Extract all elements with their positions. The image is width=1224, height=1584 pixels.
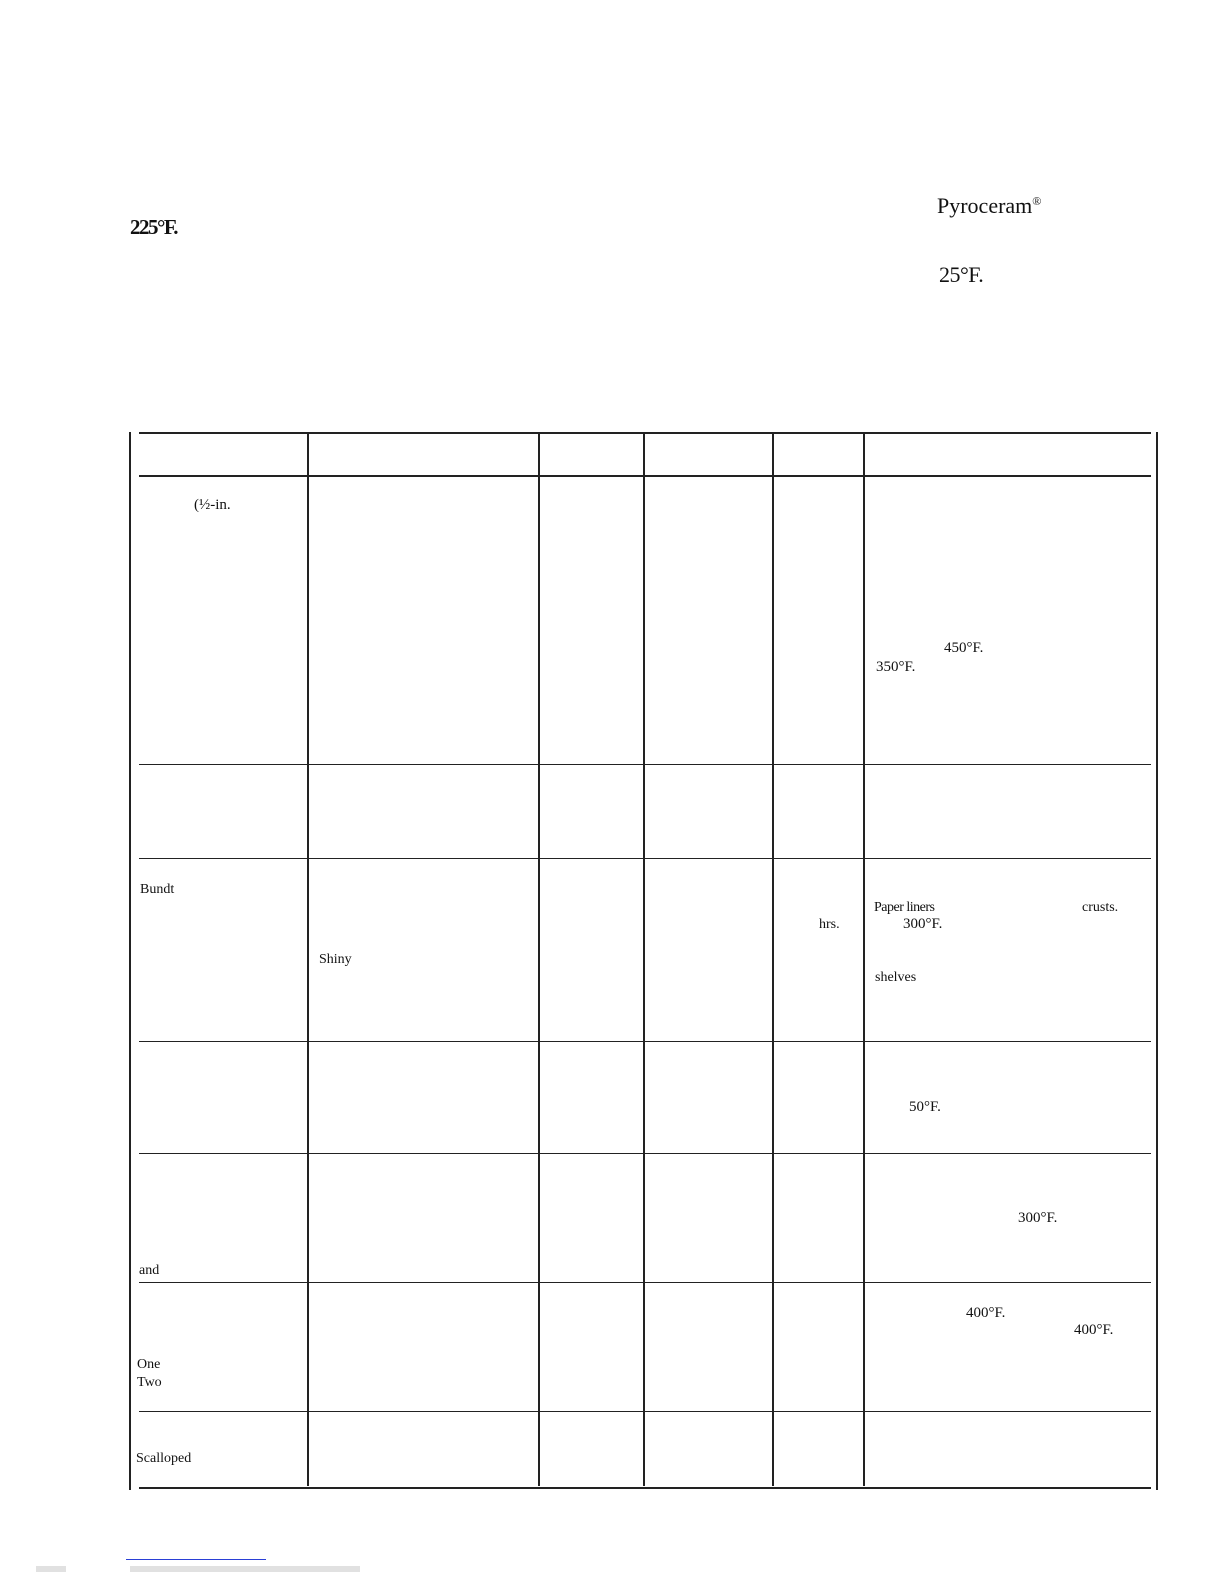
row-4-tips-temp: 50°F. (909, 1099, 941, 1115)
row-1-tips-temp-1: 450°F. (944, 640, 984, 656)
column-divider-3 (643, 433, 645, 1486)
row-6-tips-temp-2: 400°F. (1074, 1322, 1114, 1338)
row-3-pan: Shiny (319, 952, 352, 967)
row-5-item: and (139, 1263, 160, 1278)
table-bottom-rule (139, 1487, 1151, 1489)
column-divider-1 (307, 433, 309, 1486)
row-rule-5 (139, 1282, 1151, 1283)
row-rule-2 (139, 858, 1151, 859)
row-1-item-note: (½-in. (194, 497, 231, 513)
row-7-item: Scalloped (136, 1451, 192, 1466)
row-3-time: hrs. (819, 917, 840, 932)
pyroceram-text (937, 195, 1041, 217)
row-6-tips-temp-1: 400°F. (966, 1305, 1006, 1321)
row-3-tips-paper: Paper liners (874, 900, 935, 915)
registered-mark: ® (1032, 194, 1042, 208)
column-divider-2 (538, 433, 540, 1486)
table-border-right (1156, 432, 1158, 1490)
row-rule-3 (139, 1041, 1151, 1042)
temperature-text-right: 25°F. (939, 262, 984, 287)
row-rule-4 (139, 1153, 1151, 1154)
header-bottom-rule (139, 475, 1151, 477)
row-3-item: Bundt (140, 882, 175, 897)
table-border-left (129, 432, 131, 1490)
row-6-item-one: One (137, 1357, 161, 1372)
pyroceram-word: Pyroceram (937, 193, 1033, 218)
scan-artifact-2 (130, 1566, 360, 1572)
row-5-tips-temp: 300°F. (1018, 1210, 1058, 1226)
column-divider-4 (772, 433, 774, 1486)
row-rule-1 (139, 764, 1151, 765)
row-1-tips-temp-2: 350°F. (876, 659, 916, 675)
column-divider-5 (863, 433, 865, 1486)
row-3-tips-temp: 300°F. (903, 916, 943, 932)
row-3-tips-shelves: shelves (875, 970, 917, 985)
temperature-text-left: 225°F. (130, 215, 178, 239)
row-rule-6 (139, 1411, 1151, 1412)
row-6-item-two: Two (137, 1375, 162, 1390)
scan-underline-artifact (126, 1559, 266, 1560)
row-3-tips-crusts: crusts. (1082, 900, 1119, 915)
scan-artifact-1 (36, 1566, 66, 1572)
header-top-rule (139, 432, 1151, 434)
